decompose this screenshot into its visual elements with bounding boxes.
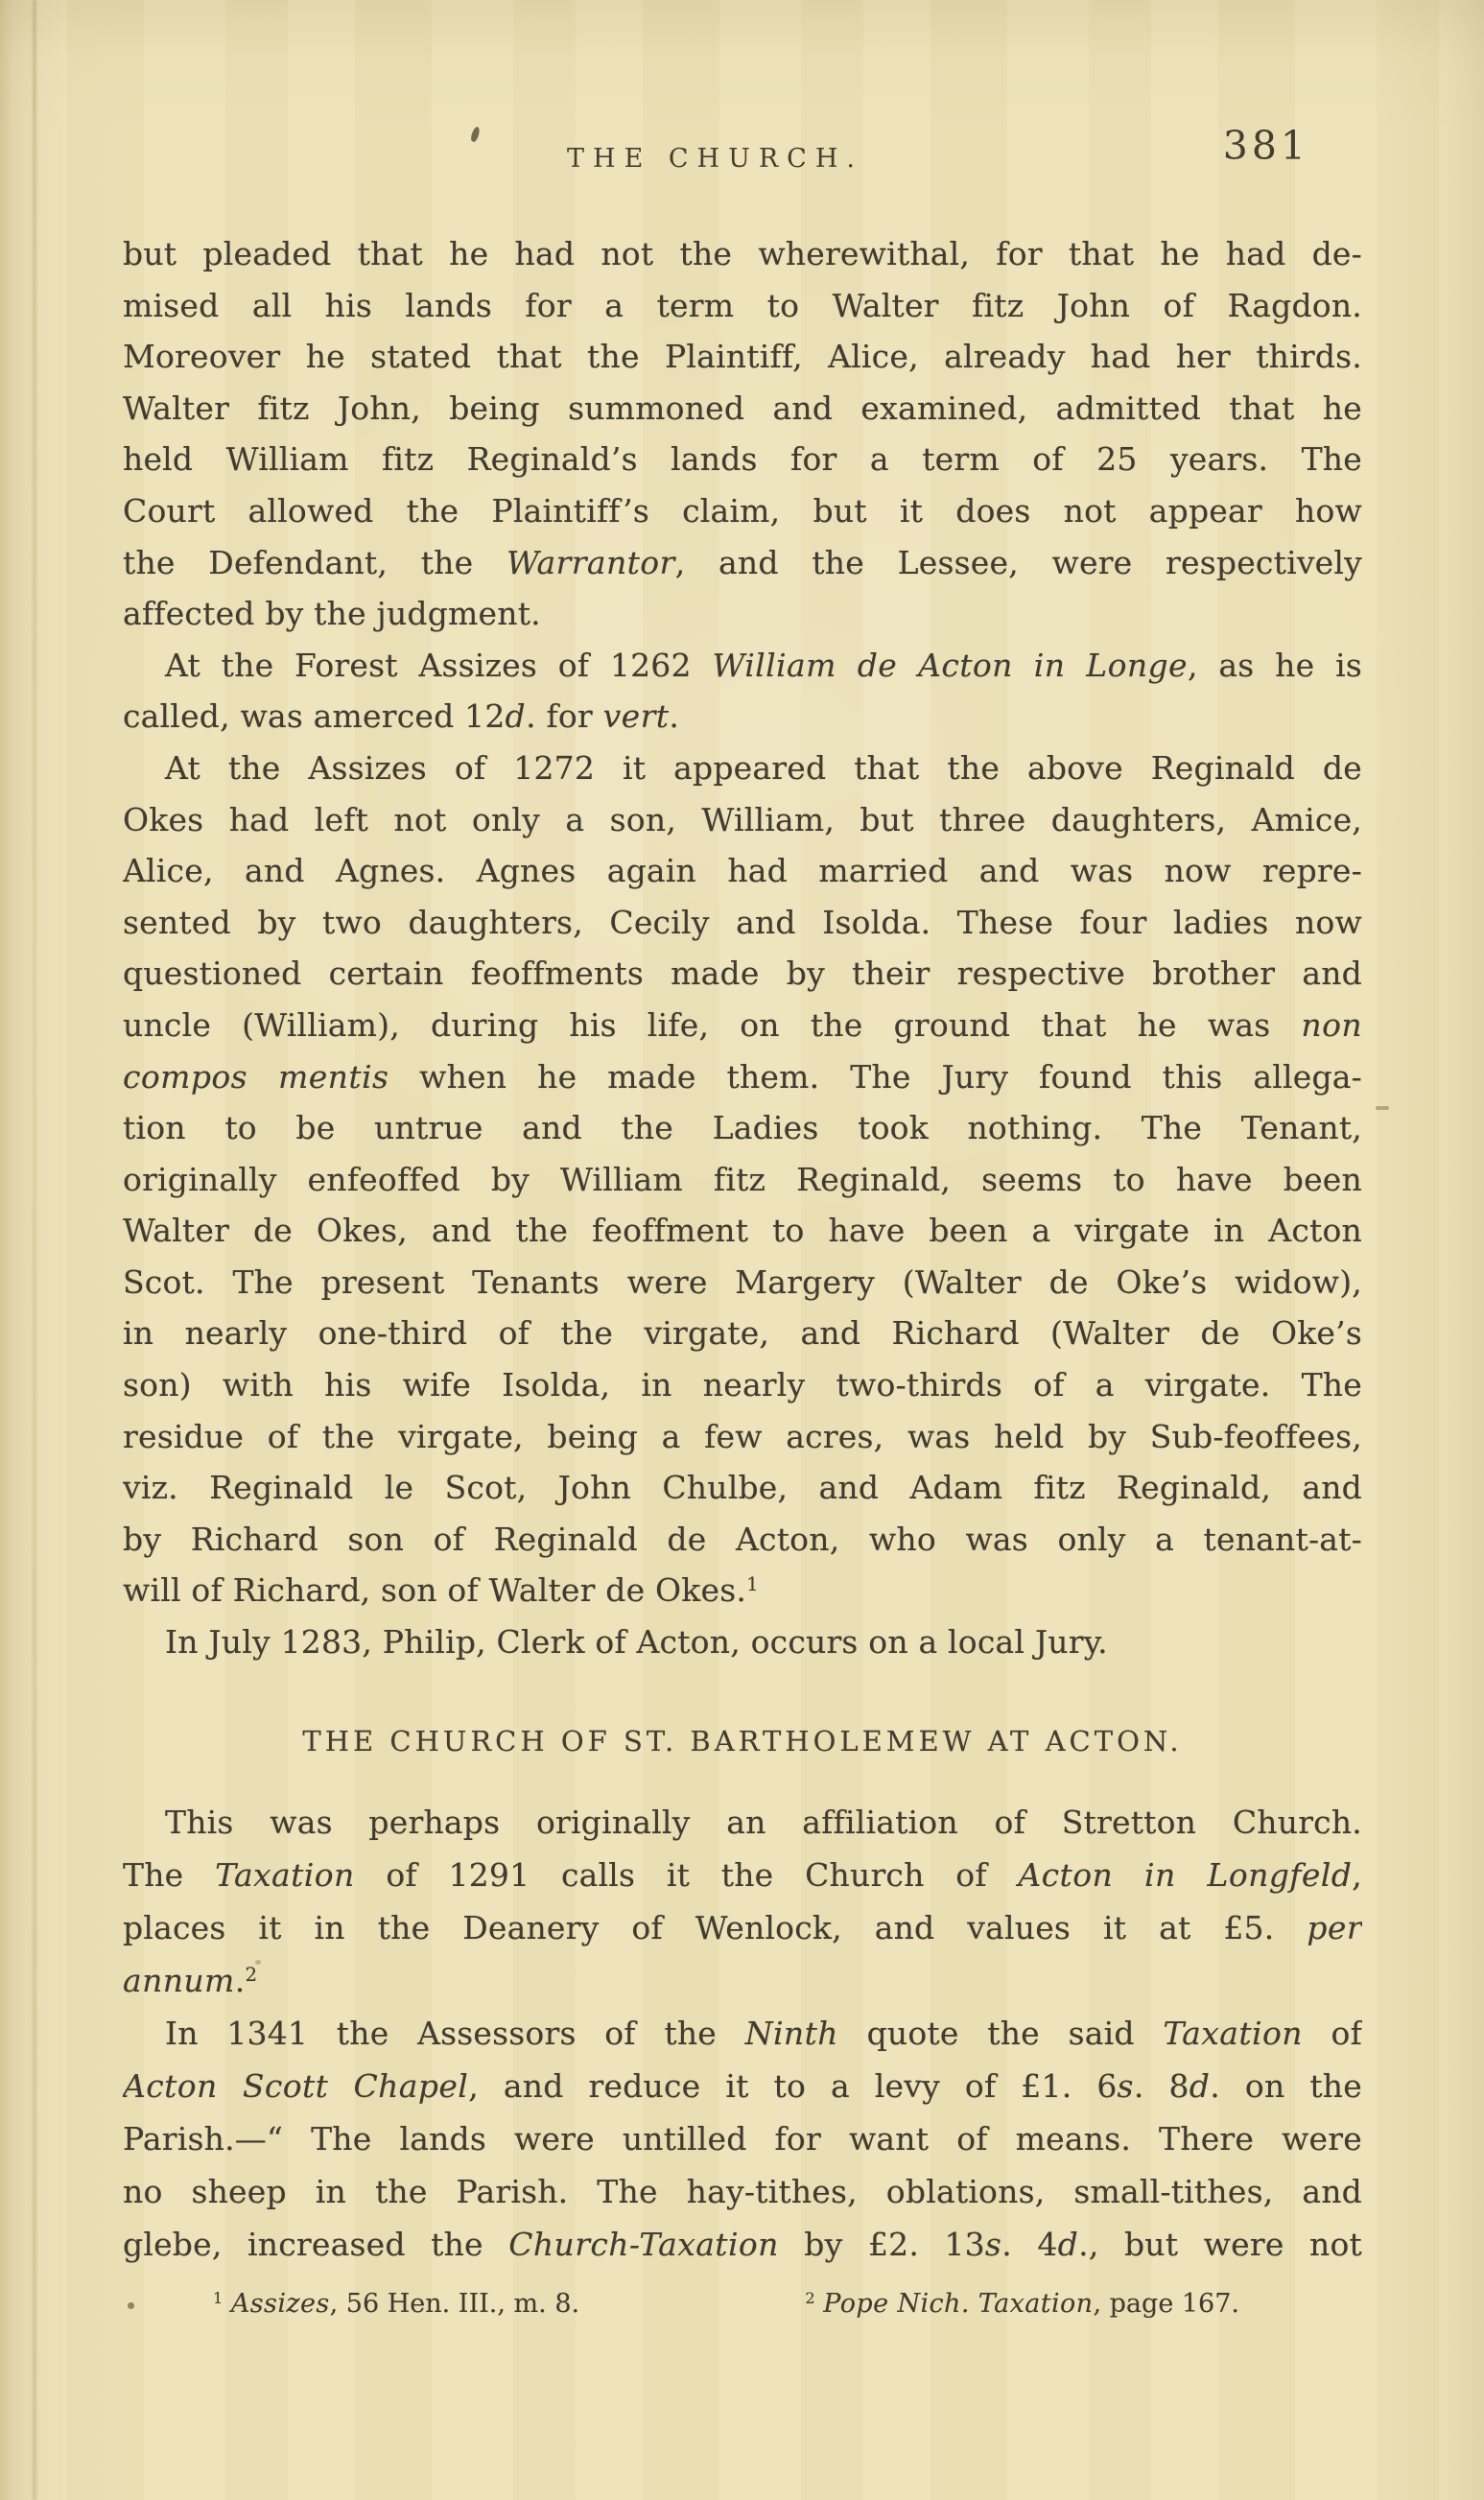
paragraph — [123, 2007, 1362, 2271]
text-line: places it in the Deanery of Wenlock, and values it at £5. per — [123, 1908, 1362, 1946]
text-line: the Defendant, the Warrantor, and the Lessee, were respectively — [123, 543, 1362, 581]
text-line: sented by two daughters, Cecily and Isolda. These four ladies now — [123, 903, 1362, 941]
text-line: Moreover he stated that the Plaintiff, Alice, already had her thirds. — [123, 338, 1362, 376]
text-line: annum.$^2$ — [123, 1961, 258, 1999]
page-number: 381 — [1222, 123, 1309, 169]
text-column — [123, 228, 1362, 2323]
text-line: son) with his wife Isolda, in nearly two-thirds of a virgate. The — [123, 1366, 1362, 1404]
text-line: no sheep in the Parish. The hay-tithes, oblations, small-tithes, and — [123, 2172, 1362, 2210]
text-line: This was perhaps originally an affiliation of Stretton Church. — [165, 1803, 1362, 1841]
text-line: Court allowed the Plaintiff’s claim, but it does not appear how — [123, 491, 1362, 530]
footnote-2: $^2$ Pope Nich. Taxation, page 167. — [805, 2288, 1239, 2319]
text-line: compos mentis when he made them. The Jury found this allega- — [123, 1057, 1362, 1096]
paragraph — [123, 228, 1362, 640]
text-line: Walter fitz John, being summoned and examined, admitted that he — [123, 389, 1362, 427]
text-line: residue of the virgate, being a few acres, was held by Sub-feoffees, — [123, 1417, 1362, 1455]
text-line: At the Forest Assizes of 1262 William de Acton in Longe, as he is — [165, 646, 1362, 684]
body-text-upper — [123, 228, 1362, 1668]
text-line: in nearly one-third of the virgate, and Richard (Walter de Oke’s — [123, 1314, 1362, 1353]
paragraph — [123, 1796, 1362, 2007]
text-line: mised all his lands for a term to Walter fitz John of Ragdon. — [123, 286, 1362, 324]
footnote-1: $^1$ Assizes, 56 Hen. III., m. 8. — [213, 2288, 580, 2319]
footnotes — [123, 2286, 1362, 2323]
text-line: The Taxation of 1291 calls it the Church of Acton in Longfeld, — [123, 1855, 1362, 1894]
text-line: held William fitz Reginald’s lands for a term of 25 years. The — [123, 440, 1362, 479]
paragraph — [123, 1616, 1362, 1668]
text-line: viz. Reginald le Scot, John Chulbe, and Adam fitz Reginald, and — [123, 1469, 1362, 1507]
text-line: Alice, and Agnes. Agnes again had married and was now repre- — [123, 852, 1362, 890]
text-line: In July 1283, Philip, Clerk of Acton, occurs on a local Jury. — [165, 1623, 1108, 1662]
text-line: by Richard son of Reginald de Acton, who was only a tenant-at- — [123, 1520, 1362, 1558]
text-line: Walter de Okes, and the feoffment to have been a virgate in Acton — [123, 1212, 1362, 1250]
page-binding-crease — [33, 0, 36, 2500]
text-line: called, was amerced 12d. for vert. — [123, 697, 680, 736]
paper-speck — [1376, 1106, 1389, 1110]
text-line: Acton Scott Chapel, and reduce it to a levy of £1. 6s. 8d. on the — [123, 2066, 1362, 2105]
section-heading: THE CHURCH OF ST. BARTHOLEMEW AT ACTON. — [302, 1724, 1183, 1757]
body-text-lower — [123, 1796, 1362, 2271]
running-header: THE CHURCH. — [567, 144, 863, 174]
paragraph — [123, 743, 1362, 1616]
text-line: Scot. The present Tenants were Margery (Walter de Oke’s widow), — [123, 1262, 1362, 1301]
text-line: tion to be untrue and the Ladies took nothing. The Tenant, — [123, 1109, 1362, 1147]
text-line: uncle (William), during his life, on the ground that he was non — [123, 1005, 1362, 1044]
text-line: affected by the judgment. — [123, 595, 541, 633]
text-line: Parish.—“ The lands were untilled for want of means. There were — [123, 2119, 1362, 2158]
text-line: glebe, increased the Church-Taxation by £2. 13s. 4d., but were not — [123, 2225, 1362, 2263]
text-line: will of Richard, son of Walter de Okes.$^1$ — [123, 1571, 759, 1610]
text-line: In 1341 the Assessors of the Ninth quote the said Taxation of — [165, 2014, 1362, 2052]
text-line: but pleaded that he had not the wherewithal, for that he had de- — [123, 235, 1362, 272]
text-line: Okes had left not only a son, William, but three daughters, Amice, — [123, 800, 1362, 838]
text-line: At the Assizes of 1272 it appeared that the above Reginald de — [165, 748, 1362, 787]
paragraph — [123, 640, 1362, 743]
text-line: questioned certain feoffments made by their respective brother and — [123, 955, 1362, 993]
text-line: originally enfeoffed by William fitz Reginald, seems to have been — [123, 1160, 1362, 1198]
paper-speck — [470, 126, 482, 142]
